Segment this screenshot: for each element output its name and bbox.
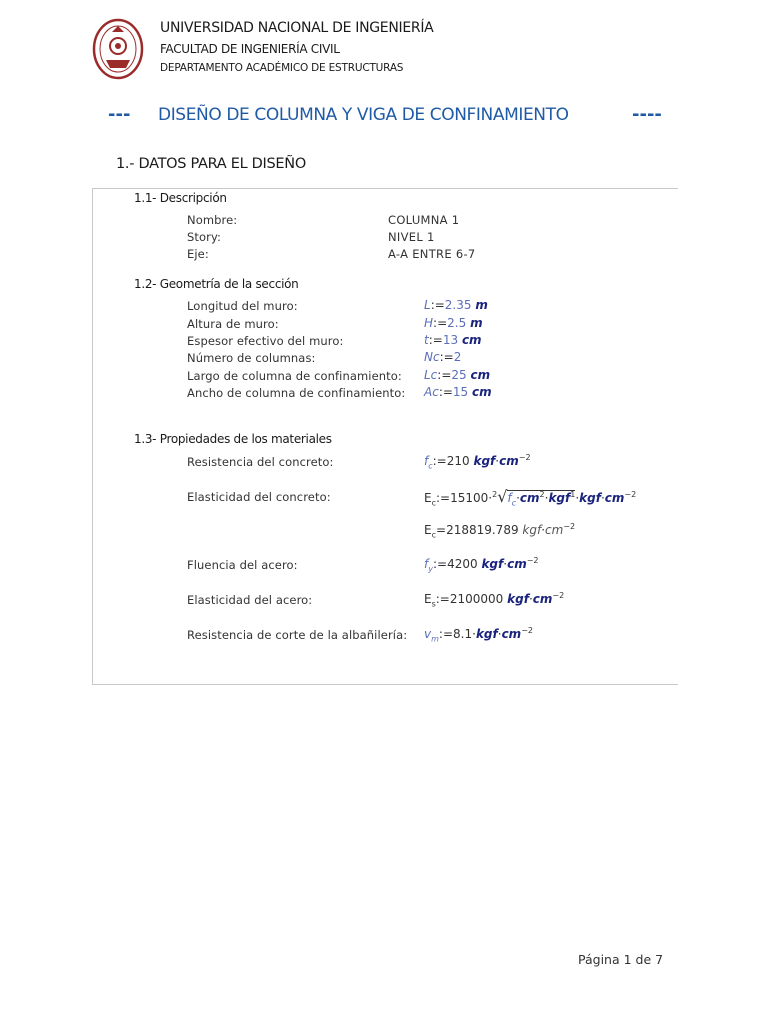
title-dash-right: ---- — [632, 104, 662, 125]
geom-label: Número de columnas: — [187, 351, 316, 365]
desc-label: Eje: — [187, 247, 209, 261]
geom-equation: Ac:=15 cm — [424, 385, 492, 399]
es-equation: $E_s:=2100000$ $kgf\cdot cm^{-2}$ — [424, 591, 565, 609]
geom-label: Largo de columna de confinamiento: — [187, 369, 402, 383]
university-seal-logo — [92, 18, 144, 80]
subsection-descripcion-title: 1.1- Descripción — [134, 191, 227, 205]
fc-equation: $f_c:=210$ $kgf\cdot cm^{-2}$ — [424, 453, 531, 471]
geom-label: Espesor efectivo del muro: — [187, 334, 344, 348]
geom-label: Ancho de columna de confinamiento: — [187, 386, 406, 400]
geom-label: Altura de muro: — [187, 317, 279, 331]
department-name: DEPARTAMENTO ACADÉMICO DE ESTRUCTURAS — [160, 62, 404, 74]
document-title: DISEÑO DE COLUMNA Y VIGA DE CONFINAMIENTO — [158, 105, 569, 125]
geom-equation: Lc:=25 cm — [424, 368, 491, 382]
faculty-name: FACULTAD DE INGENIERÍA CIVIL — [160, 42, 340, 56]
fy-equation: $f_y:=4200$ $kgf\cdot cm^{-2}$ — [424, 556, 539, 574]
ec-result: $E_c=218819.789$ $kgf\cdot cm^{-2}$ — [424, 522, 576, 540]
desc-value: COLUMNA 1 — [388, 213, 460, 227]
university-name: UNIVERSIDAD NACIONAL DE INGENIERÍA — [160, 20, 434, 36]
geom-equation: Nc:=2 — [424, 350, 462, 364]
geom-equation: t:=13 cm — [424, 333, 482, 347]
geom-equation: H:=2.5 m — [424, 316, 483, 330]
masonry-shear-label: Resistencia de corte de la albañilería: — [187, 628, 408, 642]
desc-value: NIVEL 1 — [388, 230, 435, 244]
subsection-materiales-title: 1.3- Propiedades de los materiales — [134, 432, 332, 446]
section-1-title: 1.- DATOS PARA EL DISEÑO — [116, 156, 306, 172]
steel-elasticity-label: Elasticidad del acero: — [187, 593, 313, 607]
concrete-strength-label: Resistencia del concreto: — [187, 455, 334, 469]
title-dash-left: --- — [108, 104, 131, 125]
geom-label: Longitud del muro: — [187, 299, 298, 313]
desc-value: A-A ENTRE 6-7 — [388, 247, 476, 261]
vm-equation: $v_m:=8.1\cdot kgf\cdot cm^{-2}$ — [424, 626, 533, 644]
concrete-elasticity-label: Elasticidad del concreto: — [187, 490, 331, 504]
steel-yield-label: Fluencia del acero: — [187, 558, 298, 572]
geom-equation: L:=2.35 m — [424, 298, 488, 312]
subsection-geometria-title: 1.2- Geometría de la sección — [134, 277, 299, 291]
desc-label: Story: — [187, 230, 222, 244]
desc-label: Nombre: — [187, 213, 238, 227]
page-number: Página 1 de 7 — [578, 952, 664, 967]
ec-equation: $E_c:=15100\cdot^2√f_c\cdot cm^2\cdot kgf^1\cdot kgf\cdot cm^{-2}$ — [424, 487, 637, 508]
